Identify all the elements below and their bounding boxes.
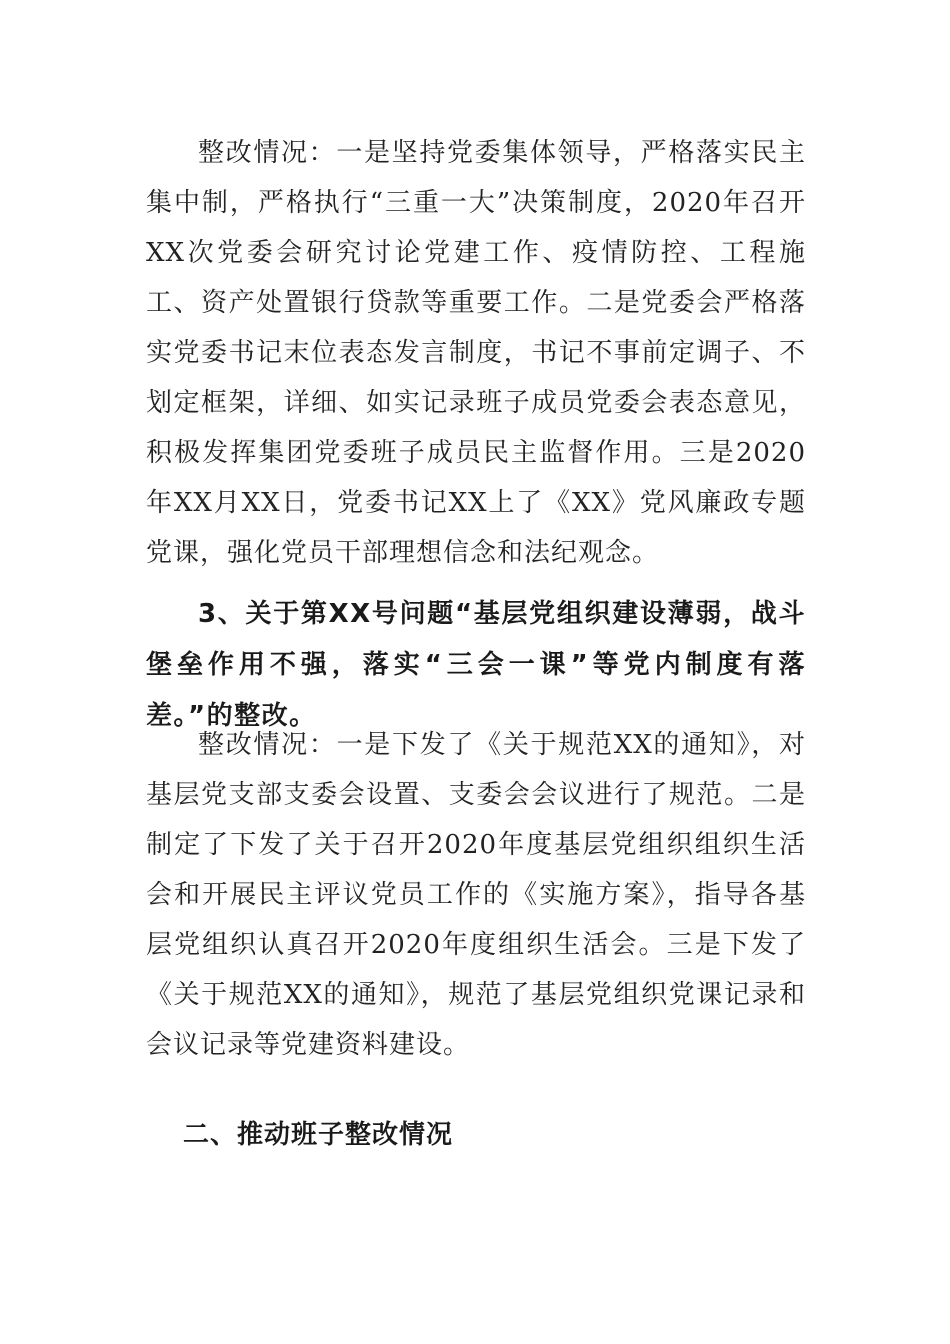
rectification-paragraph-1: 整改情况：一是坚持党委集体领导，严格落实民主集中制，严格执行“三重一大”决策制度，2020年召开XX次党委会研究讨论党建工作、疫情防控、工程施工、资产处置银行贷款等重要工作。二是党委会严格落实党委书记末位表态发言制度，书记不事前定调子、不划定框架，详细、如实记录班子成员党委会表态意见，积极发挥集团党委班子成员民主监督作用。三是2020年XX月XX日，党委书记XX上了《XX》党风廉政专题党课，强化党员干部理想信念和法纪观念。: [146, 138, 806, 568]
rectification-paragraph-2: 整改情况：一是下发了《关于规范XX的通知》，对基层党支部支委会设置、支委会会议进行了规范。二是制定了下发了关于召开2020年度基层党组织组织生活会和开展民主评议党员工作的《实施方案》，指导各基层党组织认真召开2020年度组织生活会。三是下发了《关于规范XX的通知》，规范了基层党组织党课记录和会议记录等党建资料建设。: [146, 730, 806, 1060]
issue-heading-3: 3、关于第XX号问题“基层党组织建设薄弱，战斗堡垒作用不强，落实“三会一课”等党内制度有落差。”的整改。: [146, 599, 806, 731]
section-heading: 二、推动班子整改情况: [183, 1120, 454, 1150]
